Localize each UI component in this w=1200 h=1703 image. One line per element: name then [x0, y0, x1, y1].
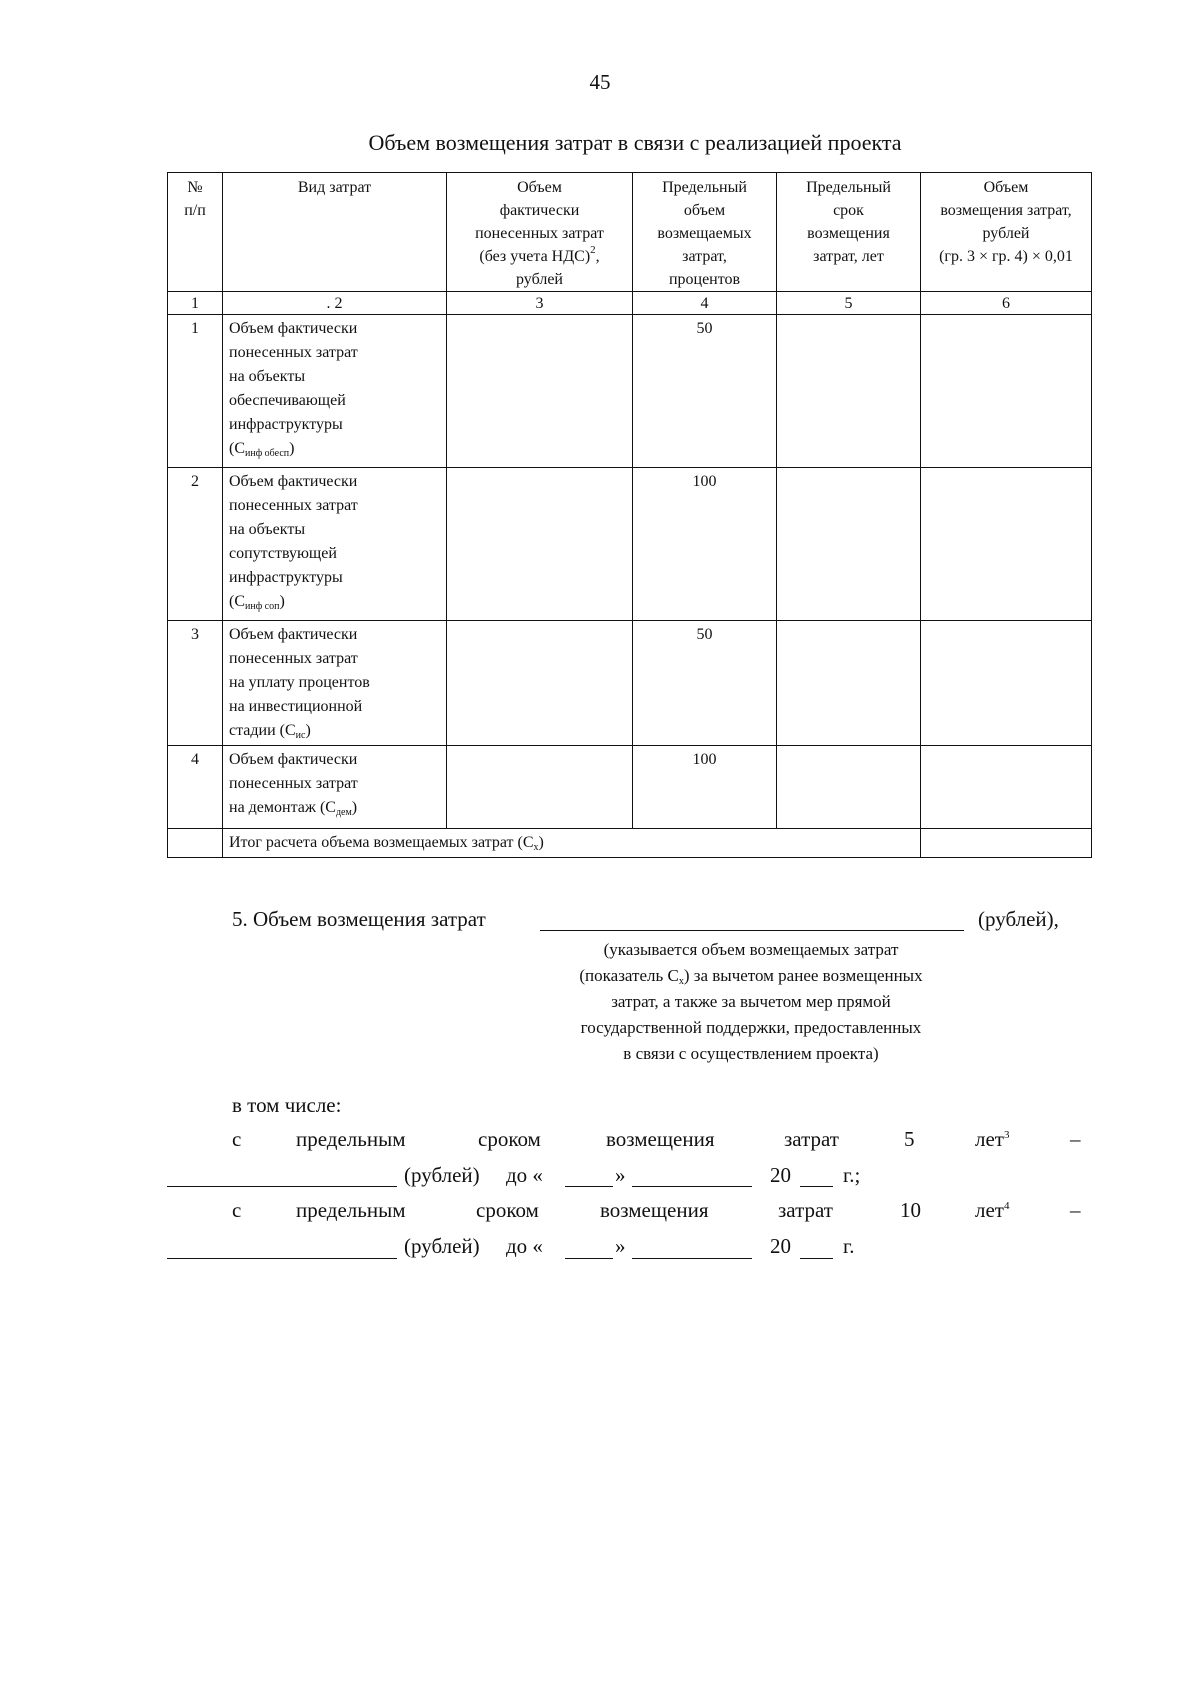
term-word: затрат [778, 1198, 833, 1222]
actual-costs-cell [447, 621, 633, 746]
term-dash: – [1070, 1198, 1081, 1222]
day-blank [565, 1186, 613, 1187]
percent-cell: 100 [633, 746, 777, 829]
total-empty-cell [168, 829, 223, 858]
term-cell [777, 746, 921, 829]
cost-type-cell: Объем фактически понесенных затрат на объекты сопутствующей инфраструктуры $(С_{инф соп})$ [223, 468, 447, 621]
actual-costs-cell [447, 468, 633, 621]
year-prefix: 20 [770, 1163, 791, 1187]
term-word: возмещения [600, 1198, 709, 1222]
until-label: до « [506, 1163, 543, 1187]
year-end: г. [843, 1234, 855, 1258]
amount-blank [167, 1186, 397, 1187]
row-number: 1 [168, 315, 223, 468]
close-quote: » [615, 1234, 626, 1258]
term-word: с [232, 1127, 242, 1151]
day-blank [565, 1258, 613, 1259]
column-number: . 2 [223, 292, 447, 315]
cost-type-cell: Объем фактически понесенных затрат на уплату процентов на инвестиционной стадии $(С_{ис})$ [223, 621, 447, 746]
percent-cell: 100 [633, 468, 777, 621]
rub-label: (рублей) [404, 1234, 480, 1258]
month-blank [632, 1258, 752, 1259]
total-label: Итог расчета объема возмещаемых затрат $(С_х)$ [223, 829, 921, 858]
until-label: до « [506, 1234, 543, 1258]
cost-type-cell: Объем фактически понесенных затрат на объекты обеспечивающей инфраструктуры $(С_{инф обесп})$ [223, 315, 447, 468]
term-cell [777, 468, 921, 621]
close-quote: » [615, 1163, 626, 1187]
term-word: возмещения [606, 1127, 715, 1151]
footnote-mark: 2 [590, 244, 596, 256]
reimbursement-cell [921, 468, 1092, 621]
section5-blank [540, 930, 964, 931]
column-number: 1 [168, 292, 223, 315]
header-max-percent: Предельный объем возмещаемых затрат, процентов [633, 173, 777, 292]
costs-table [167, 172, 1092, 858]
term-years-word: лет$^4$ [975, 1198, 1010, 1222]
year-blank [800, 1186, 833, 1187]
term-word: предельным [296, 1127, 406, 1151]
total-row [168, 829, 1092, 858]
actual-costs-cell [447, 746, 633, 829]
actual-costs-cell [447, 315, 633, 468]
term-cell [777, 315, 921, 468]
year-end: г.; [843, 1163, 861, 1187]
percent-cell: 50 [633, 621, 777, 746]
header-cost-type: Вид затрат [223, 173, 447, 292]
reimbursement-cell [921, 621, 1092, 746]
row-number: 4 [168, 746, 223, 829]
term-cell [777, 621, 921, 746]
rub-label: (рублей) [404, 1163, 480, 1187]
section5-unit: (рублей), [978, 907, 1059, 931]
page-number: 45 [589, 70, 611, 94]
month-blank [632, 1186, 752, 1187]
term-years: 5 [904, 1127, 915, 1151]
amount-blank [167, 1258, 397, 1259]
column-number: 5 [777, 292, 921, 315]
table-row [168, 468, 1092, 621]
term-word: предельным [296, 1198, 406, 1222]
term-word: затрат [784, 1127, 839, 1151]
term-word: сроком [478, 1127, 541, 1151]
table-header-row [168, 173, 1092, 292]
header-actual-costs: Объем фактически понесенных затрат (без учета НДС)$^2$, рублей [447, 173, 633, 292]
column-number-row [168, 292, 1092, 315]
section5-label: 5. Объем возмещения затрат [232, 907, 486, 931]
header-reimbursement: Объем возмещения затрат, рублей (гр. 3 × гр. 4) × 0,01 [921, 173, 1092, 292]
reimbursement-cell [921, 315, 1092, 468]
table-row [168, 746, 1092, 829]
percent-cell: 50 [633, 315, 777, 468]
cost-type-cell: Объем фактически понесенных затрат на демонтаж $(С_{дем})$ [223, 746, 447, 829]
row-number: 2 [168, 468, 223, 621]
header-number: № п/п [168, 173, 223, 292]
column-number: 3 [447, 292, 633, 315]
document-title: Объем возмещения затрат в связи с реализацией проекта [368, 130, 902, 155]
table-row [168, 315, 1092, 468]
term-years-word: лет$^3$ [975, 1127, 1010, 1151]
section5-note: (указывается объем возмещаемых затрат (показатель $С_х$) за вычетом ранее возмещенных затрат, а также за вычетом мер прямой государственной поддержки, предоставленных в связи с осуществлением проекта) [579, 940, 923, 1063]
row-number: 3 [168, 621, 223, 746]
table-row [168, 621, 1092, 746]
including-label: в том числе: [232, 1093, 342, 1117]
term-dash: – [1070, 1127, 1081, 1151]
column-number: 4 [633, 292, 777, 315]
column-number: 6 [921, 292, 1092, 315]
term-years: 10 [900, 1198, 921, 1222]
header-max-term: Предельный срок возмещения затрат, лет [777, 173, 921, 292]
total-value-cell [921, 829, 1092, 858]
term-word: с [232, 1198, 242, 1222]
reimbursement-cell [921, 746, 1092, 829]
year-blank [800, 1258, 833, 1259]
term-word: сроком [476, 1198, 539, 1222]
year-prefix: 20 [770, 1234, 791, 1258]
